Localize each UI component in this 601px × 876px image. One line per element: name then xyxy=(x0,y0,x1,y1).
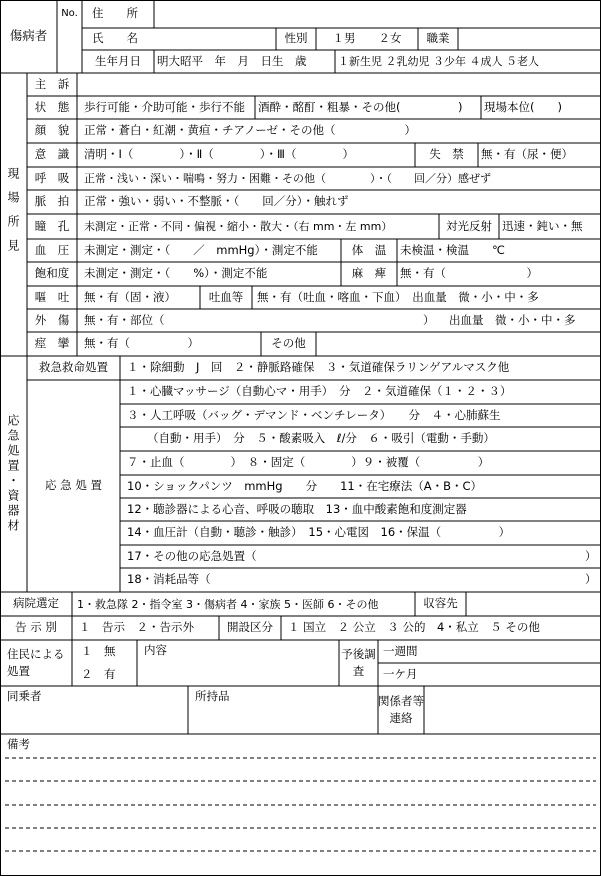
temperature-label: 体 温 xyxy=(351,242,387,257)
pulse-value[interactable]: 正常・強い・弱い・不整脈・（ 回／分）・触れず xyxy=(84,194,349,209)
vomit-label: 嘔 吐 xyxy=(34,289,70,304)
contact-label: 関係者等連絡 xyxy=(378,693,424,725)
treatment-label: 応 急 処 置 xyxy=(45,478,102,493)
treatment-item[interactable]: 14・血圧計（自動・聴診・触診） 15・心電図 16・保温（ ） xyxy=(127,525,511,540)
trauma-value[interactable]: 無・有・部位（ xyxy=(84,312,165,327)
category-label: 開設区分 xyxy=(227,620,273,635)
residents-option-yes[interactable]: ２ 有 xyxy=(81,666,116,681)
belongings-label: 所持品 xyxy=(195,689,230,704)
content-label: 内容 xyxy=(144,643,167,657)
emergency-group-label: 応急処置・資器材 xyxy=(6,414,20,534)
trauma-close-paren: ） xyxy=(423,312,435,327)
light-reflex-label: 対光反射 xyxy=(446,218,492,233)
birth-value[interactable]: 明大昭平 年 月 日生 歳 xyxy=(157,53,307,68)
treatment-item[interactable]: ７・止血（ ） ８・固定（ ）９・被覆（ ） xyxy=(127,455,490,470)
respiration-value[interactable]: 正常・浅い・深い・喘鳴・努力・困難・その他（ ）・（ 回／分）感ぜず xyxy=(84,172,491,185)
contact-field[interactable] xyxy=(424,686,600,734)
residents-option-none[interactable]: １ 無 xyxy=(81,643,116,658)
treatment-item[interactable]: 10・ショックパンツ mmHg 分 11・在宅療法（A・B・C） xyxy=(127,478,482,493)
name-field[interactable] xyxy=(154,28,276,50)
trauma-label: 外 傷 xyxy=(34,312,70,327)
lifesave-label: 救急救命処置 xyxy=(39,360,108,375)
prognosis-week[interactable]: 一週間 xyxy=(383,643,418,658)
lifesave-value[interactable]: １・除細動 J 回 ２・静脈路確保 ３・気道確保ラリンゲアルマスク他 xyxy=(127,360,510,375)
light-reflex-value[interactable]: 迅速・鈍い・無 xyxy=(502,218,583,233)
treatment-item[interactable]: 18・消耗品等（ xyxy=(127,572,211,587)
notice-label: 告 示 別 xyxy=(15,620,57,635)
blood-pressure-value[interactable]: 未測定・測定・（ ／ mmHg）・測定不能 xyxy=(84,242,318,257)
consciousness-label: 意 識 xyxy=(34,147,70,162)
category-value[interactable]: １ 国立 ２ 公立 ３ 公的 4・私立 ５ その他 xyxy=(288,620,540,635)
respiration-label: 呼 吸 xyxy=(34,170,70,185)
saturation-label: 飽和度 xyxy=(34,266,70,281)
pupil-value[interactable]: 未測定・正常・不同・偏視・縮小・散大・（右 mm・左 mm） xyxy=(84,220,393,233)
hematemesis-label: 吐血等 xyxy=(208,289,244,304)
prognosis-label: 予後調査 xyxy=(341,646,376,678)
hospital-select-value[interactable]: 1・救急隊 2・指令室 3・傷病者 4・家族 5・医師 6・その他 xyxy=(77,597,379,611)
sex-label: 性別 xyxy=(284,31,308,46)
blood-pressure-label: 血 圧 xyxy=(34,242,70,257)
incontinence-value[interactable]: 無・有（尿・便） xyxy=(481,147,573,162)
close-paren: ） xyxy=(585,572,597,587)
vomit-value[interactable]: 無・有（固・液） xyxy=(84,289,176,304)
treatment-item[interactable]: 12・聴診器による心音、呼吸の聴取 13・血中酸素飽和度測定器 xyxy=(127,501,467,516)
incontinence-label: 失 禁 xyxy=(429,147,464,162)
pulse-label: 脈 拍 xyxy=(34,194,70,209)
chief-complaint-field[interactable] xyxy=(77,73,600,96)
name-label: 氏 名 xyxy=(92,31,138,46)
pupil-label: 瞳 孔 xyxy=(34,218,70,233)
state-label: 状 態 xyxy=(34,99,70,114)
patient-label: 傷病者 xyxy=(9,28,48,44)
destination-field[interactable] xyxy=(466,592,600,616)
treatment-item[interactable]: ３・人工呼吸（バッグ・デマンド・ベンチレータ） 分 ４・心肺蘇生 xyxy=(127,407,501,422)
saturation-value[interactable]: 未測定・測定・（ %）・測定不能 xyxy=(84,266,268,281)
job-field[interactable] xyxy=(458,28,600,50)
temperature-value[interactable]: 未検温・検温 ℃ xyxy=(400,242,505,257)
position-value[interactable]: 現場本位( ) xyxy=(484,99,562,114)
treatment-item[interactable]: 17・その他の応急処置（ xyxy=(127,548,257,563)
seizure-label: 痙 攣 xyxy=(34,336,70,351)
other-field[interactable] xyxy=(316,332,600,356)
remarks-label: 備考 xyxy=(7,737,30,752)
scene-group-label: 現場所見 xyxy=(6,166,20,263)
paralysis-value[interactable]: 無・有（ ） xyxy=(400,266,538,281)
hospital-select-label: 病院選定 xyxy=(13,596,59,611)
seizure-value[interactable]: 無・有（ ） xyxy=(84,336,199,351)
state-value[interactable]: 歩行可能・介助可能・歩行不能 xyxy=(84,99,245,114)
remarks-field[interactable] xyxy=(4,754,596,872)
treatment-item[interactable]: （自動・用手） 分 ５・酸素吸入 ℓ/分 ６・吸引（電動・手動） xyxy=(147,431,495,446)
address-label: 住 所 xyxy=(92,6,138,21)
face-value[interactable]: 正常・蒼白・紅潮・黄疸・チアノーゼ・その他（ ） xyxy=(84,123,417,138)
face-label: 顔 貌 xyxy=(34,123,70,138)
notice-value[interactable]: １ 告示 ２・告示外 xyxy=(79,620,194,635)
age-group-options[interactable]: １新生児 ２乳幼児 ３少年 ４成人 ５老人 xyxy=(338,55,539,68)
residents-label: 住民による処置 xyxy=(7,646,65,678)
companion-label: 同乗者 xyxy=(7,689,42,704)
job-label: 職業 xyxy=(426,31,450,46)
state-value-2[interactable]: 酒酔・酩酊・粗暴・その他( ) xyxy=(258,99,463,114)
paralysis-label: 麻 痺 xyxy=(351,266,387,281)
chief-complaint-label: 主 訴 xyxy=(34,76,70,91)
close-paren: ） xyxy=(585,548,597,563)
birth-label: 生年月日 xyxy=(95,53,141,68)
hematemesis-value[interactable]: 無・有（吐血・喀血・下血） 出血量 微・小・中・多 xyxy=(257,289,539,304)
no-label: No. xyxy=(61,8,78,19)
treatment-item[interactable]: １・心臓マッサージ（自動心マ・用手） 分 ２・気道確保（１・２・３） xyxy=(127,384,512,399)
sex-options[interactable]: １男 ２女 xyxy=(332,31,402,46)
trauma-bleed-amount[interactable]: 出血量 微・小・中・多 xyxy=(449,312,576,327)
other-label: その他 xyxy=(271,336,306,351)
prognosis-month[interactable]: 一ケ月 xyxy=(383,666,418,681)
consciousness-value[interactable]: 清明・Ⅰ（ ）・Ⅱ（ ）・Ⅲ（ ） xyxy=(84,147,354,162)
destination-label: 収容先 xyxy=(423,596,458,611)
address-field[interactable] xyxy=(154,0,600,28)
